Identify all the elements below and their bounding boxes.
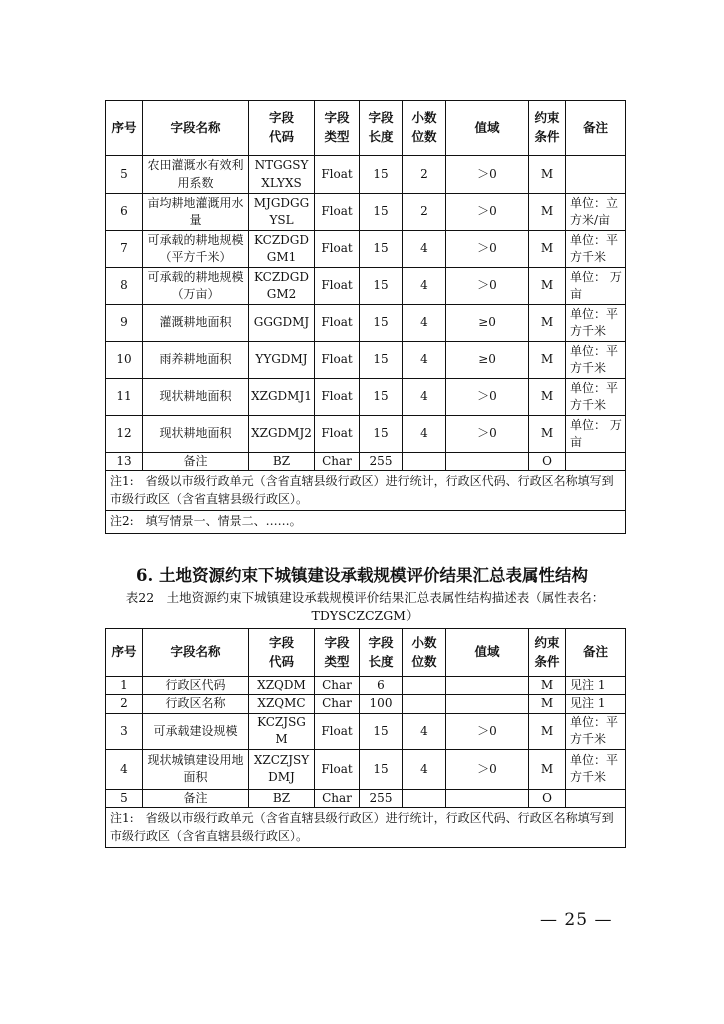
cell-seq: 12: [106, 416, 143, 453]
cell-value-range: ≥0: [446, 342, 529, 379]
cell-constraint: O: [529, 789, 566, 807]
cell-field-code: KCZJSGM: [249, 713, 315, 749]
cell-field-length: 15: [360, 416, 403, 453]
cell-field-code: XZGDMJ1: [249, 379, 315, 416]
cell-field-type: Float: [315, 156, 360, 194]
cell-field-name: 可承载建设规模: [143, 713, 249, 749]
cell-constraint: M: [529, 156, 566, 194]
cell-constraint: M: [529, 416, 566, 453]
cell-remark: [566, 156, 626, 194]
header-value-range: 值域: [446, 101, 529, 156]
cell-remark: 单位：立方米/亩: [566, 194, 626, 231]
cell-decimals: 4: [403, 231, 446, 268]
cell-seq: 1: [106, 677, 143, 695]
cell-field-type: Char: [315, 453, 360, 471]
cell-field-code: BZ: [249, 453, 315, 471]
header-field-type: 字段 类型: [315, 629, 360, 677]
cell-field-length: 15: [360, 749, 403, 789]
header-field-code: 字段 代码: [249, 629, 315, 677]
cell-remark: [566, 789, 626, 807]
cell-decimals: 4: [403, 268, 446, 305]
cell-seq: 5: [106, 156, 143, 194]
cell-field-type: Char: [315, 695, 360, 713]
table-caption: 表22 土地资源约束下城镇建设承载规模评价结果汇总表属性结构描述表（属性表名：TDYSCZCZGM）: [125, 590, 605, 624]
cell-field-type: Float: [315, 416, 360, 453]
cell-value-range: [446, 677, 529, 695]
cell-constraint: M: [529, 194, 566, 231]
cell-constraint: M: [529, 677, 566, 695]
cell-seq: 10: [106, 342, 143, 379]
cell-field-length: 15: [360, 268, 403, 305]
cell-seq: 8: [106, 268, 143, 305]
cell-value-range: ＞0: [446, 156, 529, 194]
cell-remark: 单位：平方千米: [566, 305, 626, 342]
cell-remark: [566, 453, 626, 471]
cell-field-name: 现状耕地面积: [143, 379, 249, 416]
cell-remark: 见注 1: [566, 695, 626, 713]
cell-seq: 13: [106, 453, 143, 471]
cell-field-code: BZ: [249, 789, 315, 807]
cell-field-type: Float: [315, 305, 360, 342]
table-body: [106, 156, 626, 534]
table-row: [106, 156, 626, 194]
cell-decimals: 4: [403, 305, 446, 342]
cell-value-range: [446, 789, 529, 807]
cell-value-range: ≥0: [446, 305, 529, 342]
cell-field-type: Float: [315, 379, 360, 416]
cell-field-type: Float: [315, 342, 360, 379]
cell-value-range: ＞0: [446, 713, 529, 749]
cell-field-length: 6: [360, 677, 403, 695]
table-row: [106, 268, 626, 305]
cell-decimals: [403, 453, 446, 471]
cell-field-length: 15: [360, 305, 403, 342]
cell-field-name: 行政区代码: [143, 677, 249, 695]
cell-field-code: KCZDGDGM2: [249, 268, 315, 305]
cell-field-length: 15: [360, 379, 403, 416]
cell-field-name: 可承载的耕地规模（万亩）: [143, 268, 249, 305]
cell-remark: 单位：平方千米: [566, 749, 626, 789]
cell-field-length: 15: [360, 342, 403, 379]
cell-field-name: 备注: [143, 453, 249, 471]
table-body: [106, 677, 626, 848]
table-row: [106, 342, 626, 379]
cell-field-type: Float: [315, 231, 360, 268]
cell-seq: 11: [106, 379, 143, 416]
cell-constraint: O: [529, 453, 566, 471]
header-decimals: 小数 位数: [403, 629, 446, 677]
table-row: [106, 749, 626, 789]
cell-value-range: ＞0: [446, 416, 529, 453]
header-remark: 备注: [566, 629, 626, 677]
cell-field-type: Char: [315, 677, 360, 695]
header-constraint: 约束 条件: [529, 629, 566, 677]
header-field-name: 字段名称: [143, 101, 249, 156]
header-field-name: 字段名称: [143, 629, 249, 677]
cell-constraint: M: [529, 379, 566, 416]
cell-field-code: YYGDMJ: [249, 342, 315, 379]
cell-value-range: ＞0: [446, 194, 529, 231]
cell-field-length: 255: [360, 789, 403, 807]
cell-remark: 单位： 万亩: [566, 416, 626, 453]
header-decimals: 小数 位数: [403, 101, 446, 156]
cell-field-code: XZGDMJ2: [249, 416, 315, 453]
cell-remark: 单位：平方千米: [566, 713, 626, 749]
header-seq: 序号: [106, 101, 143, 156]
cell-field-code: KCZDGDGM1: [249, 231, 315, 268]
cell-remark: 见注 1: [566, 677, 626, 695]
cell-field-code: NTGGSYXLYXS: [249, 156, 315, 194]
table-row: [106, 379, 626, 416]
cell-decimals: 4: [403, 342, 446, 379]
table-row: [106, 194, 626, 231]
cell-field-name: 灌溉耕地面积: [143, 305, 249, 342]
cell-field-type: Float: [315, 713, 360, 749]
cell-value-range: [446, 453, 529, 471]
cell-seq: 5: [106, 789, 143, 807]
header-field-length: 字段 长度: [360, 629, 403, 677]
cell-remark: 单位：平方千米: [566, 342, 626, 379]
cell-field-code: MJGDGGYSL: [249, 194, 315, 231]
attribute-table-21: [105, 100, 626, 534]
cell-value-range: [446, 695, 529, 713]
attribute-table-22: [105, 628, 626, 848]
cell-seq: 7: [106, 231, 143, 268]
cell-decimals: [403, 695, 446, 713]
header-field-type: 字段 类型: [315, 101, 360, 156]
cell-field-code: GGGDMJ: [249, 305, 315, 342]
header-constraint: 约束 条件: [529, 101, 566, 156]
cell-field-length: 100: [360, 695, 403, 713]
cell-value-range: ＞0: [446, 379, 529, 416]
header-seq: 序号: [106, 629, 143, 677]
cell-field-length: 255: [360, 453, 403, 471]
cell-seq: 9: [106, 305, 143, 342]
cell-constraint: M: [529, 342, 566, 379]
table-row: [106, 305, 626, 342]
cell-remark: 单位： 万亩: [566, 268, 626, 305]
cell-field-type: Float: [315, 268, 360, 305]
note-row: [106, 471, 626, 511]
cell-decimals: 4: [403, 749, 446, 789]
cell-seq: 4: [106, 749, 143, 789]
cell-decimals: [403, 677, 446, 695]
cell-field-code: XZQDM: [249, 677, 315, 695]
cell-field-length: 15: [360, 713, 403, 749]
cell-field-type: Char: [315, 789, 360, 807]
cell-remark: 单位：平方千米: [566, 379, 626, 416]
cell-seq: 6: [106, 194, 143, 231]
cell-constraint: M: [529, 268, 566, 305]
cell-field-length: 15: [360, 156, 403, 194]
cell-seq: 2: [106, 695, 143, 713]
table-row: [106, 453, 626, 471]
cell-constraint: M: [529, 713, 566, 749]
cell-decimals: 4: [403, 713, 446, 749]
cell-field-length: 15: [360, 194, 403, 231]
cell-field-name: 可承载的耕地规模（平方千米）: [143, 231, 249, 268]
cell-decimals: 4: [403, 379, 446, 416]
header-field-code: 字段 代码: [249, 101, 315, 156]
section-heading: 6. 土地资源约束下城镇建设承载规模评价结果汇总表属性结构: [136, 566, 588, 585]
cell-constraint: M: [529, 695, 566, 713]
cell-field-code: XZQMC: [249, 695, 315, 713]
cell-decimals: [403, 789, 446, 807]
cell-field-code: XZCZJSYDMJ: [249, 749, 315, 789]
cell-seq: 3: [106, 713, 143, 749]
table-note: 注1: 省级以市级行政单元（含省直辖县级行政区）进行统计，行政区代码、行政区名称填写到市级行政区（含省直辖县级行政区）。: [106, 471, 626, 511]
cell-field-name: 备注: [143, 789, 249, 807]
table-header-row: [106, 101, 626, 156]
table-row: [106, 231, 626, 268]
cell-decimals: 4: [403, 416, 446, 453]
note-row: [106, 808, 626, 848]
cell-field-name: 雨养耕地面积: [143, 342, 249, 379]
cell-value-range: ＞0: [446, 231, 529, 268]
cell-constraint: M: [529, 749, 566, 789]
header-field-length: 字段 长度: [360, 101, 403, 156]
cell-constraint: M: [529, 305, 566, 342]
table-row: [106, 416, 626, 453]
cell-value-range: ＞0: [446, 268, 529, 305]
table-note: 注1: 省级以市级行政单元（含省直辖县级行政区）进行统计，行政区代码、行政区名称填写到市级行政区（含省直辖县级行政区）。: [106, 808, 626, 848]
cell-field-name: 农田灌溉水有效利用系数: [143, 156, 249, 194]
cell-field-length: 15: [360, 231, 403, 268]
cell-field-type: Float: [315, 749, 360, 789]
table-row: [106, 713, 626, 749]
cell-constraint: M: [529, 231, 566, 268]
cell-value-range: ＞0: [446, 749, 529, 789]
table-row: [106, 789, 626, 807]
cell-field-name: 亩均耕地灌溉用水量: [143, 194, 249, 231]
cell-field-name: 现状城镇建设用地面积: [143, 749, 249, 789]
page-number: — 25 —: [540, 910, 613, 930]
cell-remark: 单位：平方千米: [566, 231, 626, 268]
cell-field-name: 现状耕地面积: [143, 416, 249, 453]
header-remark: 备注: [566, 101, 626, 156]
cell-decimals: 2: [403, 156, 446, 194]
table-header-row: [106, 629, 626, 677]
cell-field-name: 行政区名称: [143, 695, 249, 713]
table-row: [106, 695, 626, 713]
table-note: 注2: 填写情景一、情景二、……。: [106, 511, 626, 533]
header-value-range: 值域: [446, 629, 529, 677]
table-row: [106, 677, 626, 695]
cell-decimals: 2: [403, 194, 446, 231]
note-row: [106, 511, 626, 533]
cell-field-type: Float: [315, 194, 360, 231]
